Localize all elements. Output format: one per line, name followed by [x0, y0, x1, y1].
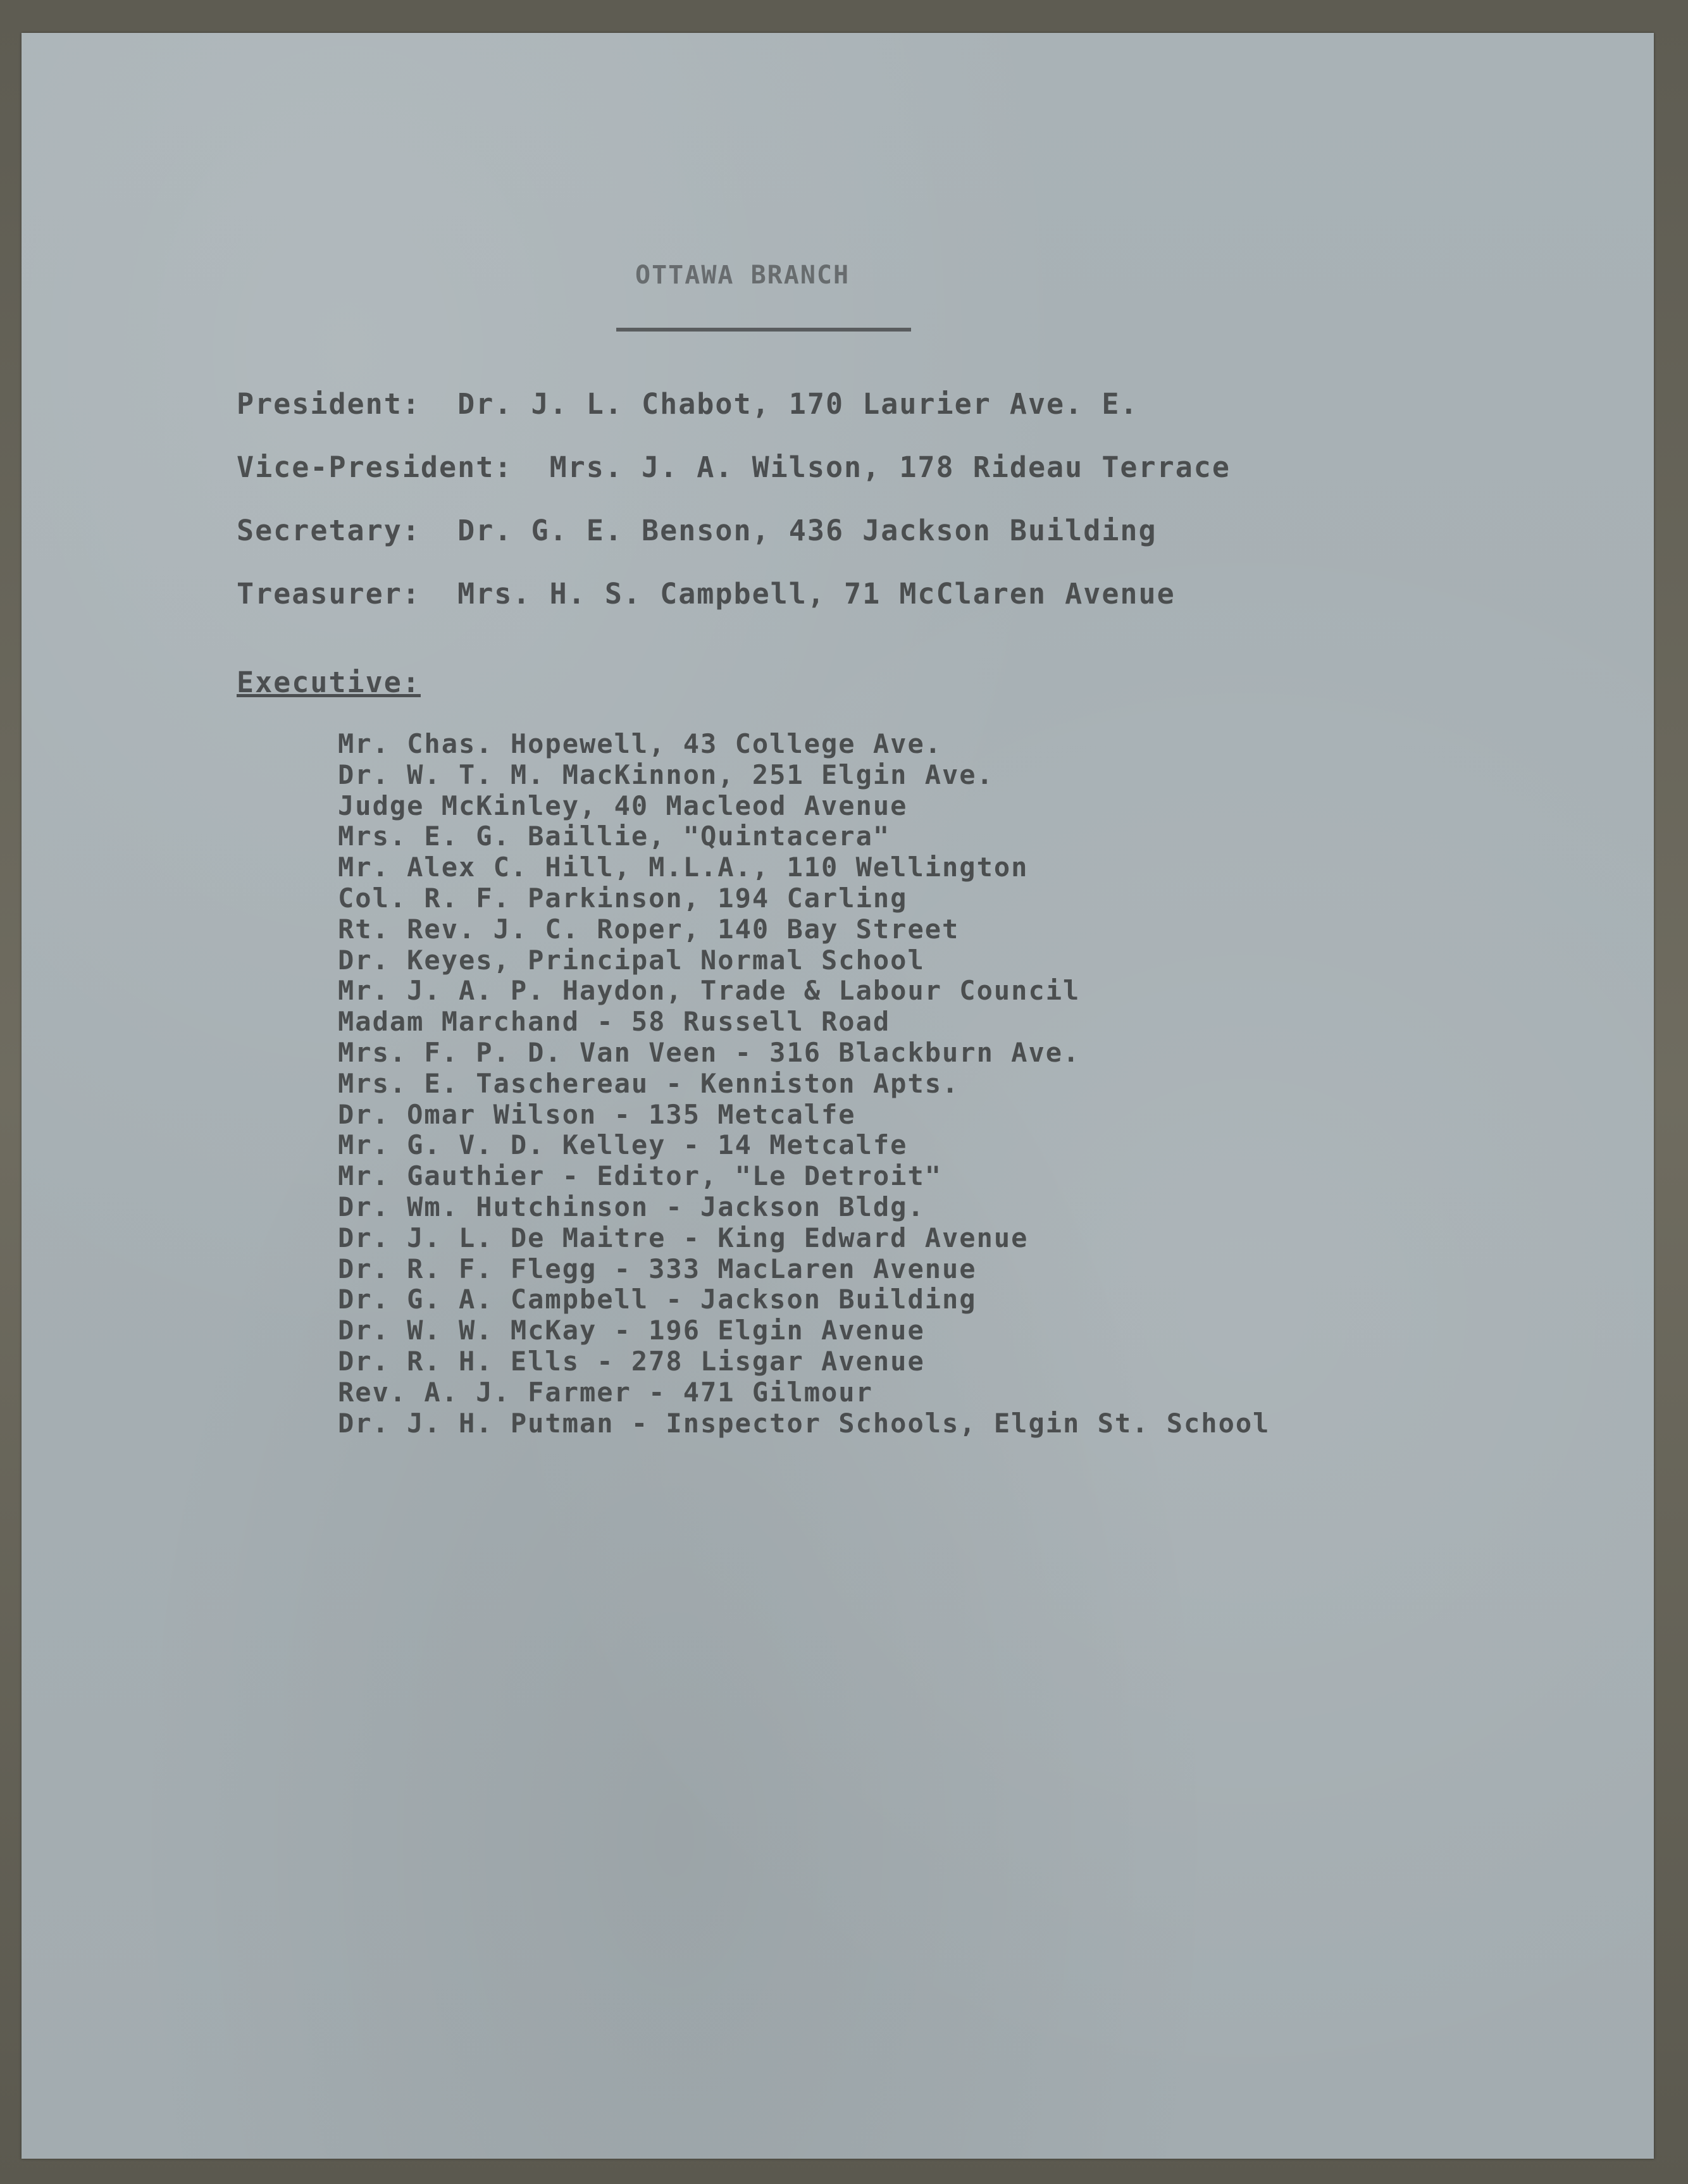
executive-member: Mr. Gauthier - Editor, "Le Detroit" [338, 1160, 943, 1192]
executive-member: Mr. Chas. Hopewell, 43 College Ave. [338, 728, 943, 759]
executive-member: Mr. G. V. D. Kelley - 14 Metcalfe [338, 1129, 908, 1161]
executive-member: Dr. Keyes, Principal Normal School [338, 944, 925, 976]
executive-member: Mrs. E. Taschereau - Kenniston Apts. [338, 1067, 960, 1099]
executive-member: Dr. J. H. Putman - Inspector Schools, Elgin St. School [338, 1407, 1270, 1439]
executive-member: Dr. Wm. Hutchinson - Jackson Bldg. [338, 1191, 925, 1222]
executive-member: Dr. R. H. Ells - 278 Lisgar Avenue [338, 1345, 925, 1377]
executive-member: Mrs. E. G. Baillie, "Quintacera" [338, 821, 891, 852]
executive-member: Dr. G. A. Campbell - Jackson Building [338, 1284, 977, 1315]
executive-member: Judge McKinley, 40 Macleod Avenue [338, 790, 908, 821]
tissue-paper-sheet [22, 33, 1654, 2159]
executive-member: Mr. J. A. P. Haydon, Trade & Labour Council [338, 975, 1081, 1007]
executive-member: Dr. W. W. McKay - 196 Elgin Avenue [338, 1315, 925, 1346]
officer-secretary: Secretary: Dr. G. E. Benson, 436 Jackson Building [237, 514, 1157, 547]
executive-member: Dr. R. F. Flegg - 333 MacLaren Avenue [338, 1253, 977, 1284]
executive-member: Rev. A. J. Farmer - 471 Gilmour [338, 1376, 873, 1408]
executive-heading: Executive: [237, 666, 421, 699]
officer-vice-president: Vice-President: Mrs. J. A. Wilson, 178 Rideau Terrace [237, 450, 1231, 484]
officer-treasurer: Treasurer: Mrs. H. S. Campbell, 71 McClaren Avenue [237, 577, 1176, 611]
executive-member: Rt. Rev. J. C. Roper, 140 Bay Street [338, 913, 960, 945]
executive-member: Mrs. F. P. D. Van Veen - 316 Blackburn Ave. [338, 1036, 1081, 1068]
executive-member: Dr. J. L. De Maitre - King Edward Avenue [338, 1222, 1029, 1253]
title-underline [616, 328, 911, 332]
executive-list [338, 729, 1270, 1439]
executive-member: Dr. Omar Wilson - 135 Metcalfe [338, 1098, 856, 1130]
executive-member: Madam Marchand - 58 Russell Road [338, 1006, 891, 1038]
executive-member: Dr. W. T. M. MacKinnon, 251 Elgin Ave. [338, 759, 994, 790]
document-title: OTTAWA BRANCH [635, 261, 850, 290]
executive-member: Mr. Alex C. Hill, M.L.A., 110 Wellington [338, 852, 1029, 883]
executive-member: Col. R. F. Parkinson, 194 Carling [338, 882, 908, 914]
officer-president: President: Dr. J. L. Chabot, 170 Laurier Ave. E. [237, 387, 1139, 421]
